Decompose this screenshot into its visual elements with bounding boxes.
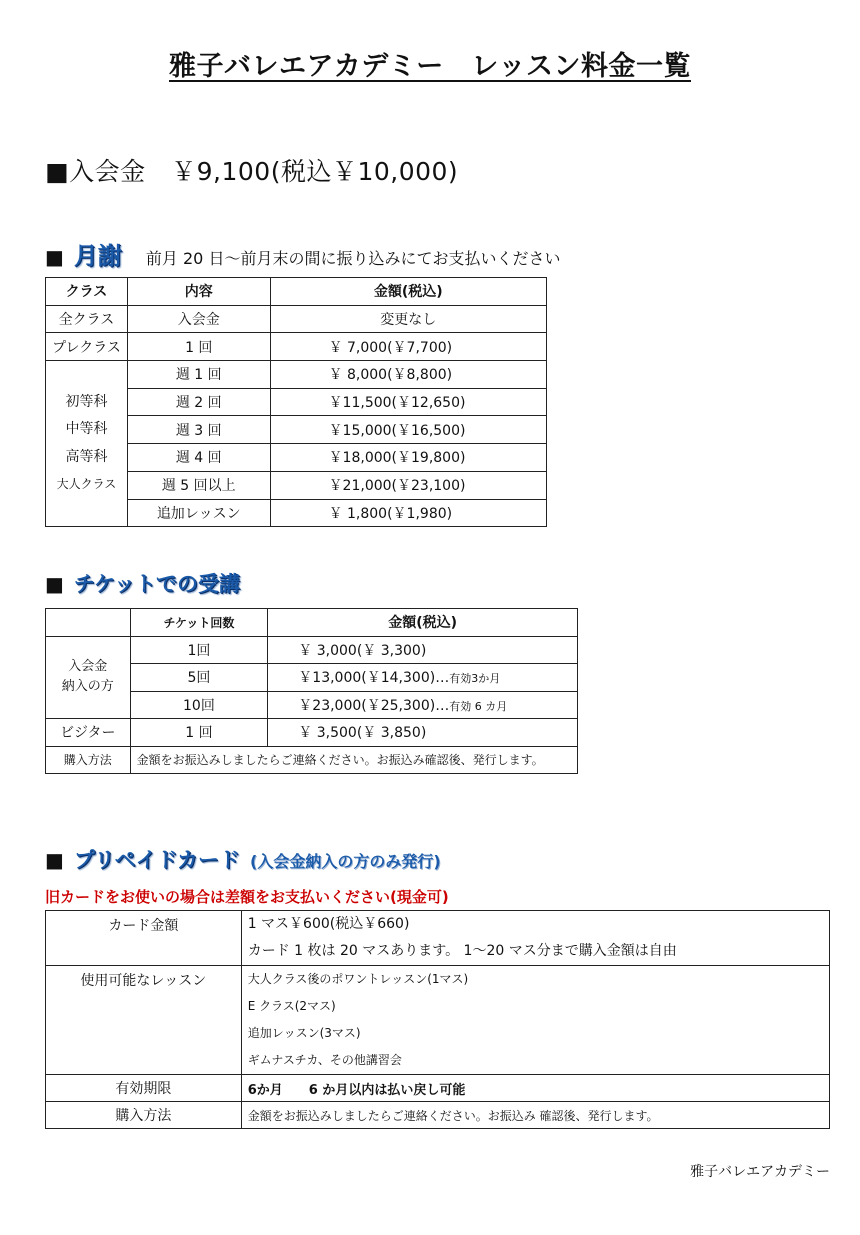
validity-note: 有効 6 カ月 bbox=[449, 699, 508, 713]
table-row bbox=[46, 1102, 830, 1129]
ticket-title: チケットでの受講 bbox=[73, 572, 241, 596]
validity-note: 有効3か月 bbox=[449, 672, 501, 686]
cell-lessons bbox=[241, 966, 829, 1075]
table-row bbox=[46, 746, 578, 774]
table-row bbox=[46, 1075, 830, 1102]
price-text: ￥13,000(￥14,300)… bbox=[298, 670, 450, 687]
footer-brand: 雅子バレエアカデミー bbox=[690, 1164, 830, 1180]
monthly-section-heading bbox=[45, 236, 560, 271]
cell-count: 1 回 bbox=[130, 719, 268, 747]
class-name: 中等科 bbox=[65, 421, 108, 438]
cell-price: ￥21,000(￥23,100) bbox=[270, 471, 546, 499]
cell-count: 1回 bbox=[130, 636, 268, 664]
table-row bbox=[46, 911, 830, 966]
cell-purchase-text: 金額をお振込みしましたらご連絡ください。お振込み確認後、発行します。 bbox=[130, 746, 577, 774]
ticket-section-heading bbox=[45, 568, 240, 598]
monthly-subtitle: 前月 20 日～前月末の間に振り込みにてお支払いください bbox=[145, 249, 561, 268]
cell-price bbox=[268, 691, 578, 719]
cell-validity: 6か月 6 か月以内は払い戻し可能 bbox=[241, 1075, 829, 1102]
prepaid-paren: (入会金納入の方のみ発行) bbox=[250, 852, 441, 871]
price-text: ￥23,000(￥25,300)… bbox=[298, 697, 450, 714]
header-price: 金額(税込) bbox=[270, 278, 546, 306]
lesson-line: E クラス(2マス) bbox=[247, 999, 336, 1013]
table-row bbox=[46, 305, 547, 333]
cell-item: 週 2 回 bbox=[127, 388, 270, 416]
cell-count: 10回 bbox=[130, 691, 268, 719]
cell-purchase: 金額をお振込みしましたらご連絡ください。お振込み 確認後、発行します。 bbox=[241, 1102, 829, 1129]
cell-item: 1 回 bbox=[127, 333, 270, 361]
amount-line: カード 1 枚は 20 マスあります。 1～20 マス分まで購入金額は自由 bbox=[247, 943, 677, 959]
cell-item: 週 1 回 bbox=[127, 361, 270, 389]
cell-item: 追加レッスン bbox=[127, 499, 270, 527]
cell-purchase-label: 購入方法 bbox=[46, 1102, 242, 1129]
table-row bbox=[46, 966, 830, 1075]
cell-price: ￥11,500(￥12,650) bbox=[270, 388, 546, 416]
table-row bbox=[46, 719, 578, 747]
prepaid-notice: 旧カードをお使いの場合は差額をお支払いください(現金可) bbox=[45, 888, 449, 906]
cell-class-group bbox=[46, 361, 128, 527]
table-header-row bbox=[46, 278, 547, 306]
table-row bbox=[46, 636, 578, 664]
cell-item: 週 3 回 bbox=[127, 416, 270, 444]
header-price: 金額(税込) bbox=[268, 609, 578, 637]
bullet-square: ■ bbox=[45, 572, 64, 596]
header-item: 内容 bbox=[127, 278, 270, 306]
cell-member-label bbox=[46, 636, 131, 719]
member-label-line: 納入の方 bbox=[61, 679, 114, 695]
price-text: ￥ 3,000(￥ 3,300) bbox=[298, 642, 427, 659]
cell-price: ￥ 1,800(￥1,980) bbox=[270, 499, 546, 527]
cell-class: 全クラス bbox=[46, 305, 128, 333]
cell-visitor-label: ビジター bbox=[46, 719, 131, 747]
header-blank bbox=[46, 609, 131, 637]
entry-fee: ■入会金 ￥9,100(税込￥10,000) bbox=[45, 157, 459, 186]
lesson-line: 大人クラス後のポワントレッスン(1マス) bbox=[247, 972, 469, 986]
class-name: 初等科 bbox=[65, 393, 108, 410]
ticket-table bbox=[45, 608, 578, 774]
cell-validity-label: 有効期限 bbox=[46, 1075, 242, 1102]
cell-amount-label: カード金額 bbox=[46, 911, 242, 966]
member-label-line: 入会金 bbox=[68, 659, 108, 675]
cell-item: 週 4 回 bbox=[127, 444, 270, 472]
cell-count: 5回 bbox=[130, 664, 268, 692]
cell-lessons-label: 使用可能なレッスン bbox=[46, 966, 242, 1075]
cell-item: 入会金 bbox=[127, 305, 270, 333]
monthly-table bbox=[45, 277, 547, 527]
lesson-line: 追加レッスン(3マス) bbox=[247, 1026, 361, 1040]
class-name: 高等科 bbox=[65, 448, 108, 465]
monthly-title: 月謝 bbox=[73, 242, 122, 270]
cell-amount bbox=[241, 911, 829, 966]
class-name: 大人クラス bbox=[56, 477, 117, 492]
cell-purchase-label: 購入方法 bbox=[46, 746, 131, 774]
lesson-line: ギムナスチカ、その他講習会 bbox=[247, 1053, 402, 1067]
cell-price: 変更なし bbox=[270, 305, 546, 333]
cell-price bbox=[268, 664, 578, 692]
cell-price: ￥ 3,500(￥ 3,850) bbox=[268, 719, 578, 747]
prepaid-title: プリペイドカード bbox=[73, 848, 241, 872]
bullet-square: ■ bbox=[45, 245, 64, 269]
cell-price: ￥ 8,000(￥8,800) bbox=[270, 361, 546, 389]
cell-price: ￥18,000(￥19,800) bbox=[270, 444, 546, 472]
header-count: チケット回数 bbox=[130, 609, 268, 637]
page-title bbox=[0, 44, 860, 83]
bullet-square: ■ bbox=[45, 848, 64, 872]
prepaid-table bbox=[45, 910, 830, 1129]
amount-line: 1 マス￥600(税込￥660) bbox=[247, 916, 410, 932]
cell-price: ￥15,000(￥16,500) bbox=[270, 416, 546, 444]
prepaid-section-heading bbox=[45, 844, 441, 874]
table-row bbox=[46, 333, 547, 361]
header-class: クラス bbox=[46, 278, 128, 306]
page-title-text: 雅子バレエアカデミー レッスン料金一覧 bbox=[169, 51, 691, 82]
cell-item: 週 5 回以上 bbox=[127, 471, 270, 499]
cell-price: ￥ 7,000(￥7,700) bbox=[270, 333, 546, 361]
table-header-row bbox=[46, 609, 578, 637]
cell-price bbox=[268, 636, 578, 664]
cell-class: プレクラス bbox=[46, 333, 128, 361]
table-row bbox=[46, 361, 547, 389]
